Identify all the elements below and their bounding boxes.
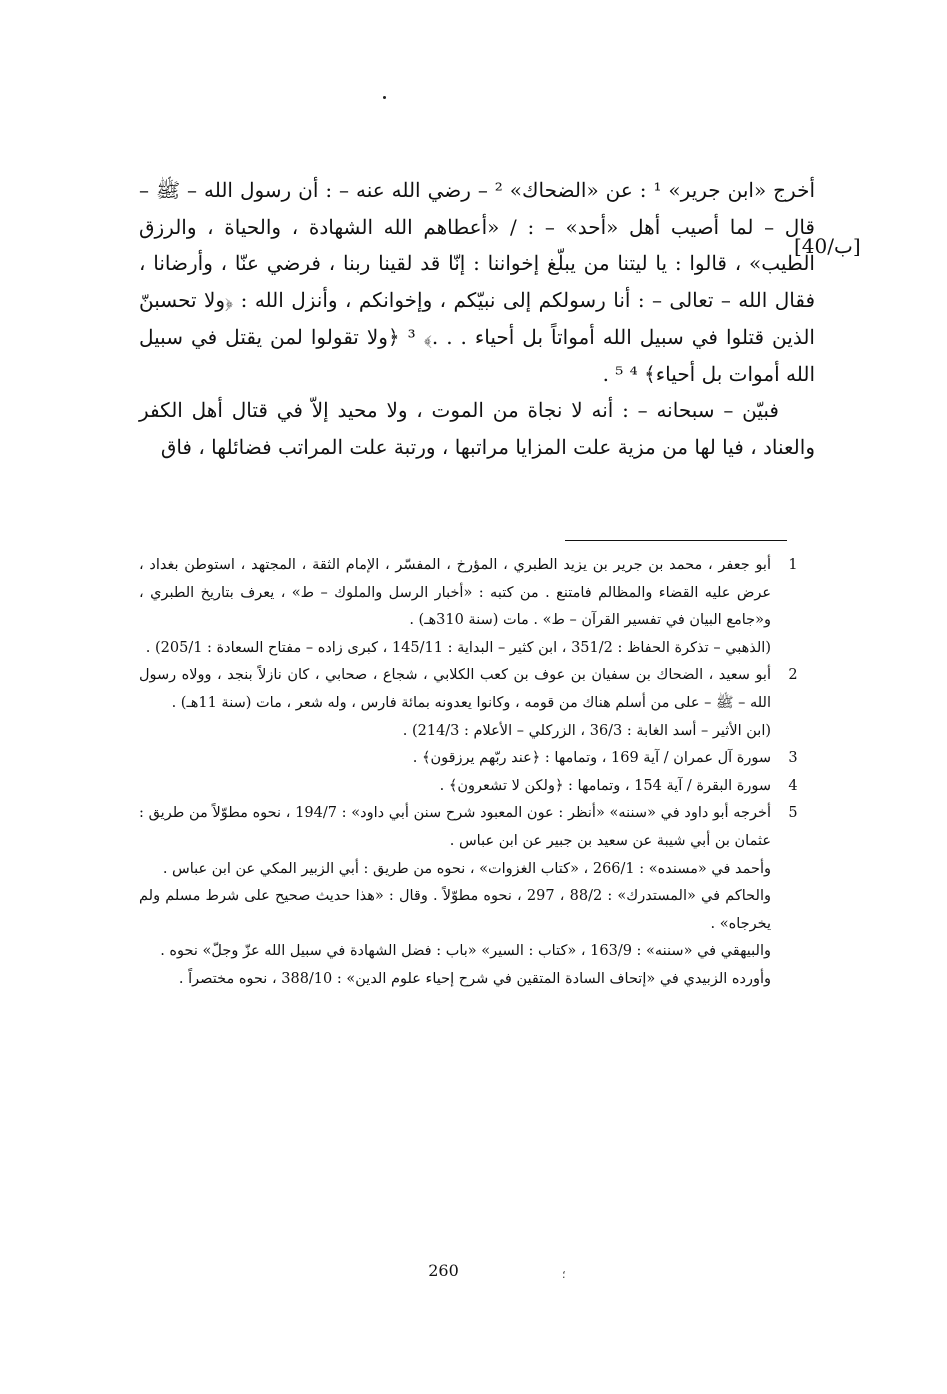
main-paragraph-1: أخرج «ابن جرير» ¹ : عن «الضحاك» ² – رضي الله عنه – : أن رسول الله – ﷺ – قال – لما أصيب أهل «أحد» – : / «أعطاهم الله الشهادة ، والحياة ، والرزق الطيب» ، قالوا : يا ليتنا من يبلّغ إخواننا : إنّا قد لقينا ربنا ، فرضي عنّا ، وأرضانا ، فقال الله – تعالى – : أنا رسولكم إلى نبيّكم ، وإخوانكم ، وأنزل الله : ﴿ولا تحسبنّ الذين قتلوا في سبيل الله أمواتاً بل أحياء . . .﴾ ³ ﴿ولا تقولوا لمن يقتل في سبيل الله أموات بل أحياء﴾ ⁴ ⁵ . [139,178,816,386]
footnote-text: والبيهقي في «سننه» : 163/9 ، «كتاب : السير» «باب : فضل الشهادة في سبيل الله عزّ وجلّ» نحوه . [160,943,771,960]
footnote-text: والحاكم في «المستدرك» : 88/2 ، 297 ، نحوه مطوّلاً . وقال : «هذا حديث صحيح على شرط مسلم ولم يخرجاه» . [139,888,771,932]
folio-margin-note: [40/ب] [794,234,861,258]
footnote-number: 3 [788,750,798,767]
footnote-text: (الذهبي – تذكرة الحفاظ : 351/2 ، ابن كثير – البداية : 145/11 ، كبرى زاده – مفتاح السعادة : 205/1) . [145,639,771,656]
main-text [139,172,815,466]
footnote-separator [565,540,787,541]
footnote-text: (ابن الأثير – أسد الغابة : 36/3 ، الزركلي – الأعلام : 214/3) . [402,722,771,739]
footnote-text: أبو جعفر ، محمد بن جرير بن يزيد الطبري ، المؤرخ ، المفسّر ، الإمام الثقة ، المجتهد ، استوطن بغداد ، عرض عليه القضاء والمظالم فامتنع . من كتبه : «أخبار الرسل والملوك – ط» ، يعرف بتاريخ الطبري ، و«جامع البيان في تفسير القرآن – ط» . مات (سنة 310هـ) . [139,557,771,629]
footnote-5-continuation [139,856,815,994]
scan-mark: ؛ [562,1268,566,1281]
footnote-text: أبو سعيد ، الضحاك بن سفيان بن عوف بن كعب الكلابي ، شجاع ، صحابي ، كان نازلاً بنجد ، وولاه رسول الله – ﷺ – على من أسلم هناك من قومه ، وكانوا يعدونه بمائة فارس ، وله شعر ، مات (سنة 11هـ) . [139,667,771,711]
footnote-text: وأورده الزبيدي في «إتحاف السادة المتقين في شرح إحياء علوم الدين» : 388/10 ، نحوه مختصراً . [178,970,771,987]
scan-dot [383,96,386,99]
footnote-number: 1 [788,557,798,573]
footnote-5 [139,800,815,855]
footnote-4 [139,773,815,801]
footnote-number: 2 [788,667,798,684]
footnote-2 [139,662,815,745]
page-number: 260 [428,1261,459,1280]
footnote-3 [139,745,815,773]
footnote-text: سورة آل عمران / آية 169 ، وتمامها : ﴿عند ربّهم يرزقون﴾ . [412,750,771,767]
footnote-text: وأحمد في «مسنده» : 266/1 ، «كتاب الغزوات» ، نحوه من طريق : أبي الزبير المكي عن ابن عباس . [162,860,771,877]
footnote-number: 5 [788,805,798,822]
footnote-text: سورة البقرة / آية 154 ، وتمامها : ﴿ولكن لا تشعرون﴾ . [439,777,771,794]
footnote-number: 4 [788,777,798,794]
footnote-text: أخرجه أبو داود في «سننه» «أنظر : عون المعبود شرح سنن أبي داود» : 194/7 ، نحوه مطوّلاً من طريق : عثمان بن أبي شيبة عن سعيد بن جبير عن ابن عباس . [139,805,771,849]
main-paragraph-2: فبيّن – سبحانه – : أنه لا نجاة من الموت ، ولا محيد إلاّ في قتال أهل الكفر والعناد ، فيا لها من مزية علت المزايا مراتبها ، ورتبة علت المراتب فضائلها ، فاق [139,398,815,459]
footnote-1 [139,552,815,662]
footnotes [139,552,815,994]
